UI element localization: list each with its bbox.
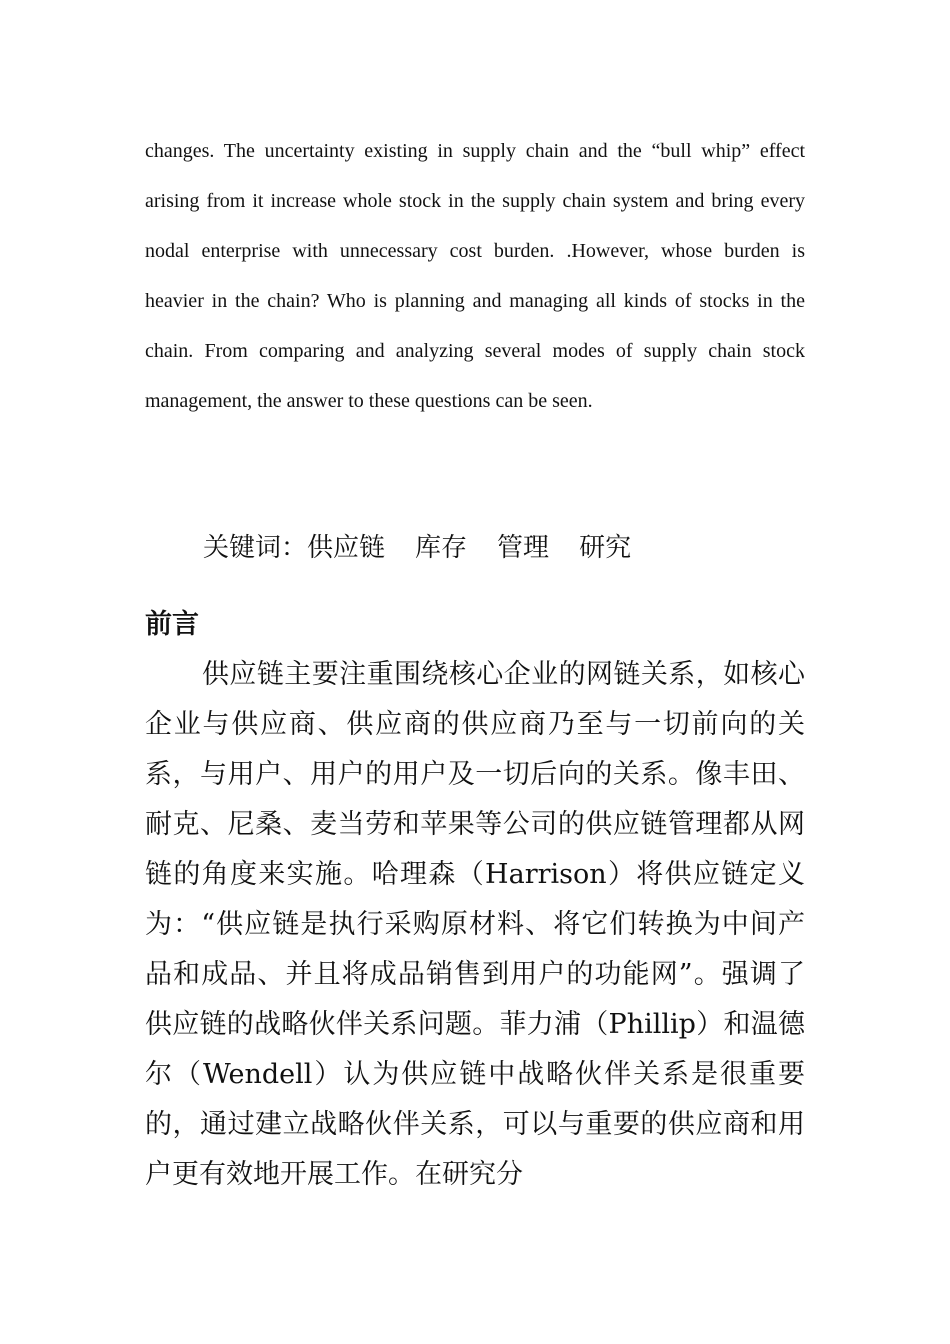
keywords-line xyxy=(203,523,631,573)
keyword-term: 库存 xyxy=(415,533,468,563)
english-abstract-text: changes. The uncertainty existing in supply chain and the “bull whip” effect arising from it increase whole stock in the supply chain system and bring every nodal enterprise with unnecessary cost burden. .However, whose burden is heavier in the chain? Who is planning and managing all kinds of stocks in the chain. From comparing and analyzing several modes of supply chain stock management, the answer to these questions can be seen. xyxy=(145,140,805,412)
body-paragraph: 供应链主要注重围绕核心企业的网链关系，如核心企业与供应商、供应商的供应商乃至与一切前向的关系，与用户、用户的用户及一切后向的关系。像丰田、耐克、尼桑、麦当劳和苹果等公司的供应链管理都从网链的角度来实施。哈理森（Harrison）将供应链定义为：“供应链是执行采购原材料、将它们转换为中间产品和成品、并且将成品销售到用户的功能网”。强调了供应链的战略伙伴关系问题。菲力浦（Phillip）和温德尔（Wendell）认为供应链中战略伙伴关系是很重要的，通过建立战略伙伴关系，可以与重要的供应商和用户更有效地开展工作。在研究分 xyxy=(145,659,805,1190)
keywords-label: 关键词： xyxy=(203,533,308,563)
keyword-term: 管理 xyxy=(497,533,550,563)
keyword-term: 供应链 xyxy=(307,533,386,563)
section-heading: 前言 xyxy=(145,609,199,640)
keyword-term: 研究 xyxy=(579,533,632,563)
